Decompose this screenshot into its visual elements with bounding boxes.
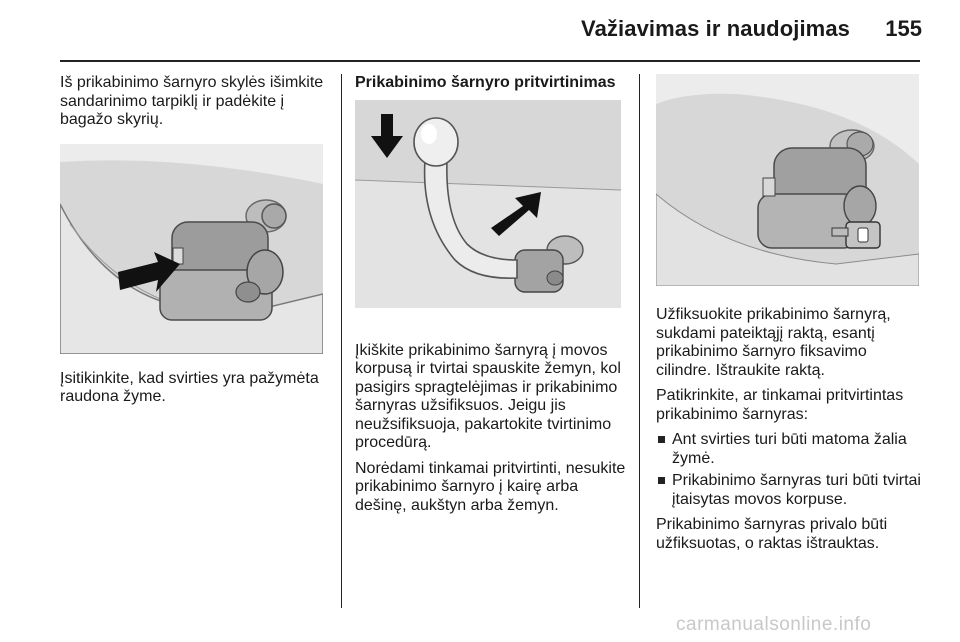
page-number: 155	[885, 16, 922, 41]
key-lock-illustration	[656, 74, 919, 286]
final-paragraph: Prikabinimo šarnyras privalo būti užfiksuotas, o raktas ištrauktas.	[656, 516, 888, 552]
gasket-removal-illustration	[60, 144, 323, 354]
check-list	[656, 431, 922, 509]
check-intro-paragraph: Patikrinkite, ar tinkamai pritvirtintas prikabinimo šarnyras:	[656, 387, 904, 423]
column-1	[60, 74, 328, 414]
header-rule	[60, 60, 920, 62]
bullet-square-icon	[658, 436, 665, 443]
section-heading: Prikabinimo šarnyro pritvirtinimas	[355, 74, 616, 91]
lock-paragraph: Užfiksuokite prikabinimo šarnyrą, sukdami pateiktąjį raktą, esantį prikabinimo šarnyro fiksavimo cilindre. Ištraukite raktą.	[656, 306, 891, 379]
lever-check-paragraph: Įsitikinkite, kad svirties yra pažymėta raudona žyme.	[60, 369, 319, 405]
bullet-square-icon	[658, 477, 665, 484]
running-header-title: Važiavimas ir naudojimas	[581, 16, 850, 41]
column-divider-1	[341, 74, 342, 608]
list-item: Prikabinimo šarnyras turi būti tvirtai įtaisytas movos korpuse.	[656, 472, 922, 509]
column-3	[656, 74, 922, 560]
list-item: Ant svirties turi būti matoma žalia žymė.	[656, 431, 922, 468]
insertion-paragraph: Įkiškite prikabinimo šarnyrą į movos korpusą ir tvirtai spauskite žemyn, kol pasigirs spragtelėjimas ir prikabinimo šarnyras užsifiksuos. Jeigu jis neužsifiksuoja, pakartokite tvirtinimo procedūrą.	[355, 341, 621, 451]
ball-insertion-illustration	[355, 100, 621, 308]
no-twist-paragraph: Norėdami tinkamai pritvirtinti, nesukite prikabinimo šarnyro į kairę arba dešinę, aukštyn arba žemyn.	[355, 459, 626, 514]
intro-paragraph: Iš prikabinimo šarnyro skylės išimkite sandarinimo tarpiklį ir padėkite į bagažo skyrių.	[60, 74, 324, 128]
column-divider-2	[639, 74, 640, 608]
column-2	[355, 74, 627, 522]
watermark: carmanualsonline.info	[676, 614, 872, 635]
